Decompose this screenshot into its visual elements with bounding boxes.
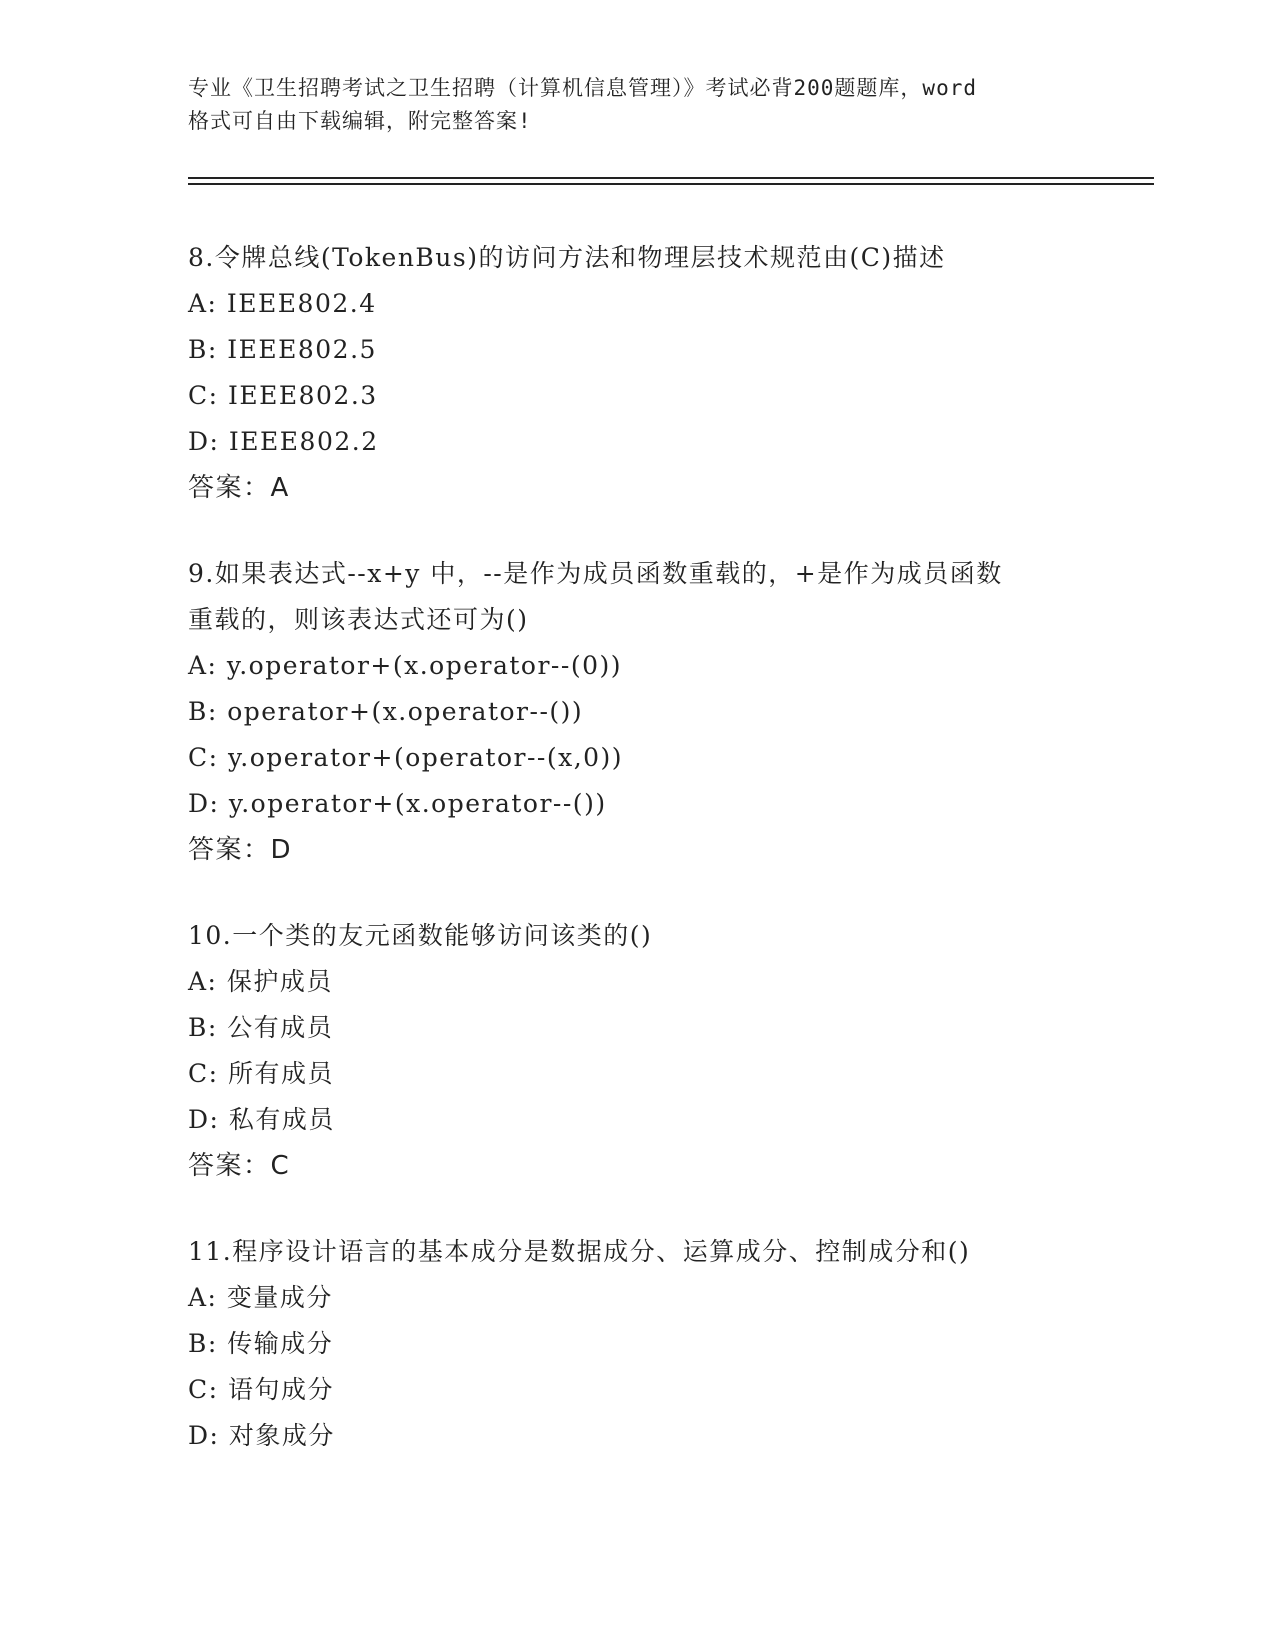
answer-key: 答案：D <box>188 835 293 865</box>
option-a: A: 变量成分 <box>188 1283 333 1312</box>
question-8 <box>188 235 1088 511</box>
option-d: D: 私有成员 <box>188 1105 335 1134</box>
header-divider-bottom <box>188 183 1154 185</box>
option-c: C: y.operator+(operator--(x,0)) <box>188 743 624 772</box>
option-c: C: 语句成分 <box>188 1375 334 1404</box>
option-b: B: 传输成分 <box>188 1329 334 1358</box>
question-10 <box>188 913 1088 1189</box>
header-line-1: 专业《卫生招聘考试之卫生招聘（计算机信息管理）》考试必背200题题库，word <box>188 76 977 100</box>
answer-key: 答案：C <box>188 1151 291 1181</box>
question-stem-line-2: 重载的，则该表达式还可为() <box>188 605 529 634</box>
option-a: A: IEEE802.4 <box>188 289 377 318</box>
option-b: B: operator+(x.operator--()) <box>188 697 584 726</box>
option-b: B: 公有成员 <box>188 1013 334 1042</box>
option-c: C: 所有成员 <box>188 1059 334 1088</box>
header-line-2: 格式可自由下载编辑，附完整答案! <box>188 109 532 133</box>
header-divider-top <box>188 177 1154 179</box>
question-stem-line-1: 9.如果表达式--x+y 中，--是作为成员函数重载的，+是作为成员函数 <box>188 559 1003 588</box>
option-d: D: IEEE802.2 <box>188 427 379 456</box>
question-stem: 10.一个类的友元函数能够访问该类的() <box>188 921 653 950</box>
question-stem: 8.令牌总线(TokenBus)的访问方法和物理层技术规范由(C)描述 <box>188 243 946 272</box>
option-c: C: IEEE802.3 <box>188 381 378 410</box>
question-11 <box>188 1229 1088 1459</box>
option-a: A: y.operator+(x.operator--(0)) <box>188 651 622 680</box>
option-d: D: y.operator+(x.operator--()) <box>188 789 607 818</box>
question-9 <box>188 551 1088 873</box>
option-b: B: IEEE802.5 <box>188 335 377 364</box>
option-a: A: 保护成员 <box>188 967 333 996</box>
question-stem: 11.程序设计语言的基本成分是数据成分、运算成分、控制成分和() <box>188 1237 971 1266</box>
question-list <box>188 235 1088 1499</box>
option-d: D: 对象成分 <box>188 1421 335 1450</box>
answer-key: 答案：A <box>188 473 290 503</box>
document-header <box>188 72 1088 138</box>
